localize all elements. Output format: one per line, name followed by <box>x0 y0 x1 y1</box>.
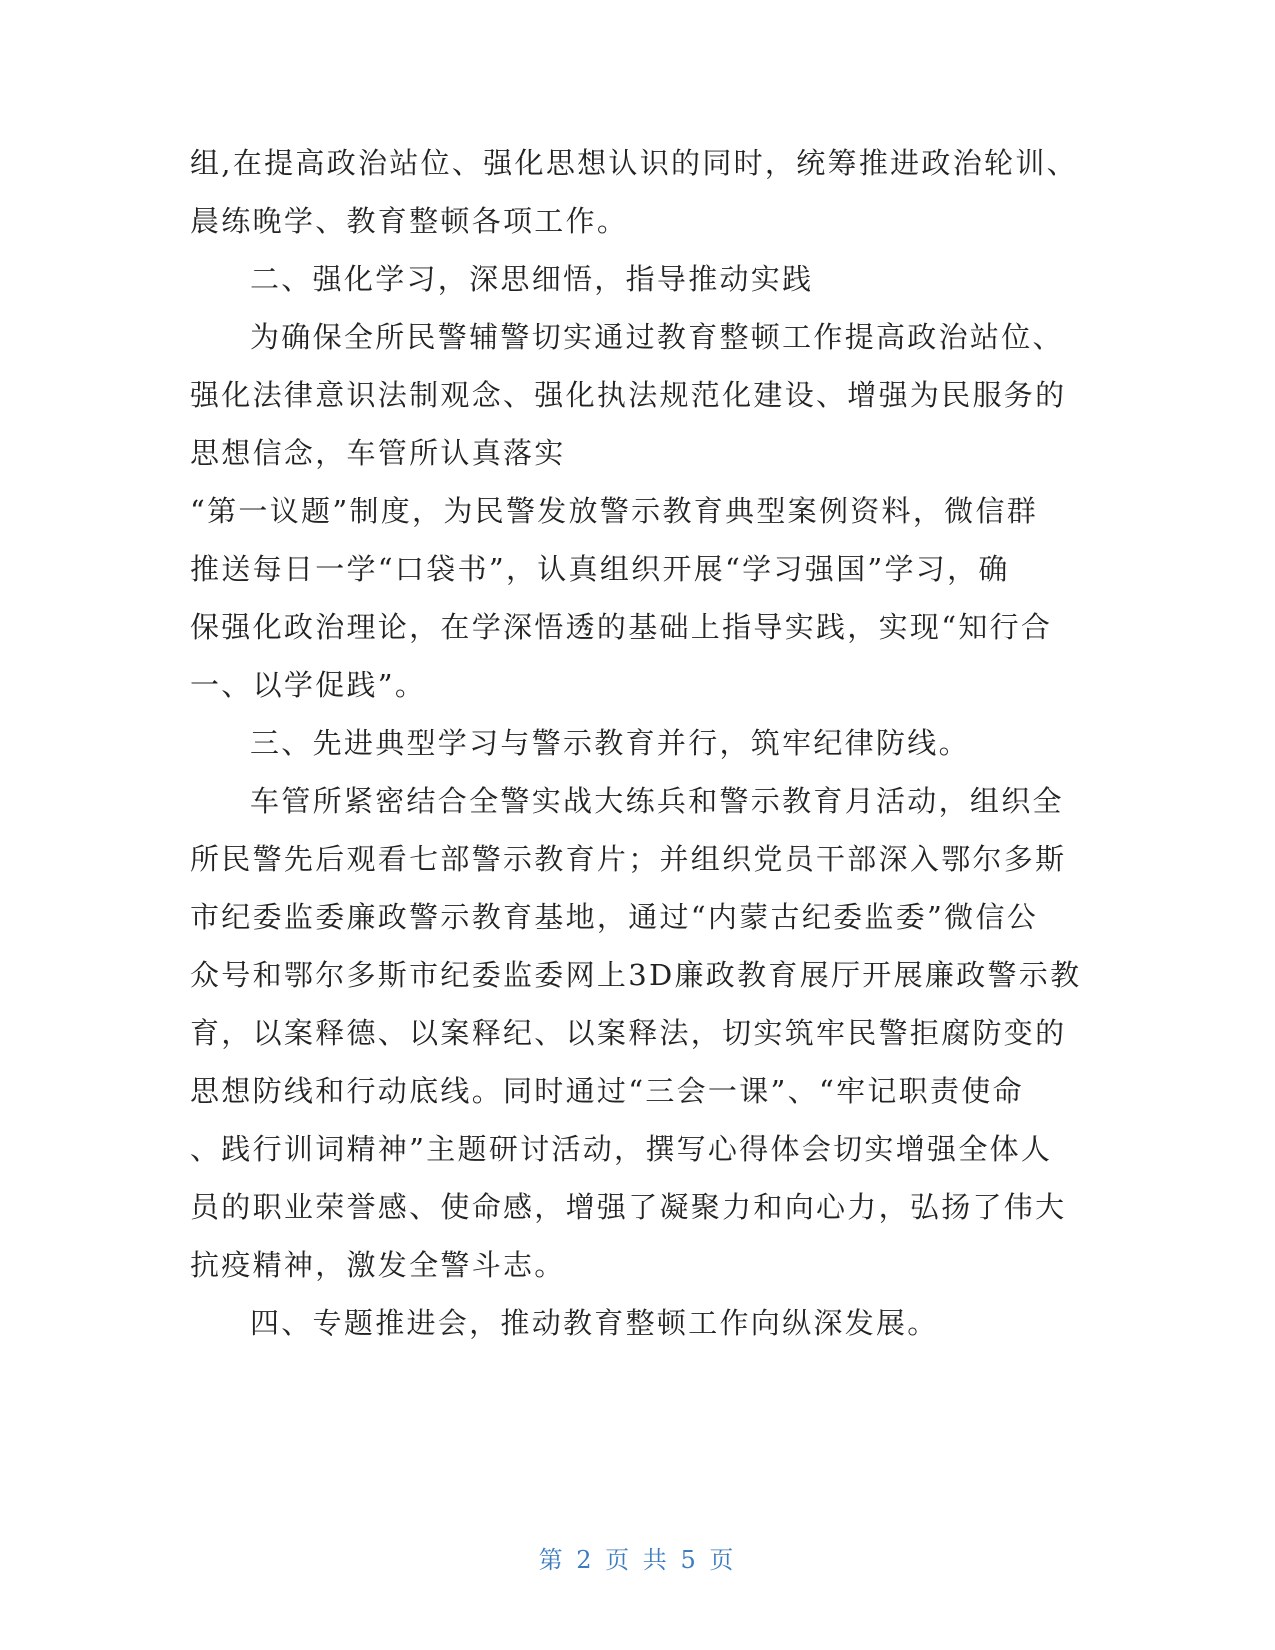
text-line: 众号和鄂尔多斯市纪委监委网上3D廉政教育展厅开展廉政警示教 <box>190 958 1082 992</box>
text-line: 为确保全所民警辅警切实通过教育整顿工作提高政治站位、 <box>250 320 1064 354</box>
text-line: 晨练晚学、教育整顿各项工作。 <box>190 204 629 238</box>
text-line: 所民警先后观看七部警示教育片；并组织党员干部深入鄂尔多斯 <box>190 842 1067 876</box>
section-heading: 三、先进典型学习与警示教育并行，筑牢纪律防线。 <box>250 726 970 760</box>
text-line: 育，以案释德、以案释纪、以案释法，切实筑牢民警拒腐防变的 <box>190 1016 1067 1050</box>
text-line: 思想信念，车管所认真落实 <box>190 436 566 470</box>
text-line: 一、以学促践”。 <box>190 668 427 702</box>
text-line: 保强化政治理论，在学深悟透的基础上指导实践，实现“知行合 <box>190 610 1053 644</box>
text-line: 强化法律意识法制观念、强化执法规范化建设、增强为民服务的 <box>190 378 1067 412</box>
text-line: 车管所紧密结合全警实战大练兵和警示教育月活动，组织全 <box>250 784 1064 818</box>
text-line: 抗疫精神，激发全警斗志。 <box>190 1248 566 1282</box>
text-line: 组,在提高政治站位、强化思想认识的同时，统筹推进政治轮训、 <box>190 146 1078 180</box>
text-line: 思想防线和行动底线。同时通过“三会一课”、“牢记职责使命 <box>190 1074 1024 1108</box>
text-line: 员的职业荣誉感、使命感，增强了凝聚力和向心力，弘扬了伟大 <box>190 1190 1067 1224</box>
section-heading: 四、专题推进会，推动教育整顿工作向纵深发展。 <box>250 1306 939 1340</box>
text-line: 市纪委监委廉政警示教育基地，通过“内蒙古纪委监委”微信公 <box>190 900 1039 934</box>
text-line: “第一议题”制度，为民警发放警示教育典型案例资料，微信群 <box>190 494 1039 528</box>
page-number: 第 2 页 共 5 页 <box>538 1546 737 1574</box>
text-line: 、践行训词精神”主题研讨活动，撰写心得体会切实增强全体人 <box>190 1132 1053 1166</box>
section-heading: 二、强化学习，深思细悟，指导推动实践 <box>250 262 814 296</box>
text-line: 推送每日一学“口袋书”，认真组织开展“学习强国”学习，确 <box>190 552 1010 586</box>
